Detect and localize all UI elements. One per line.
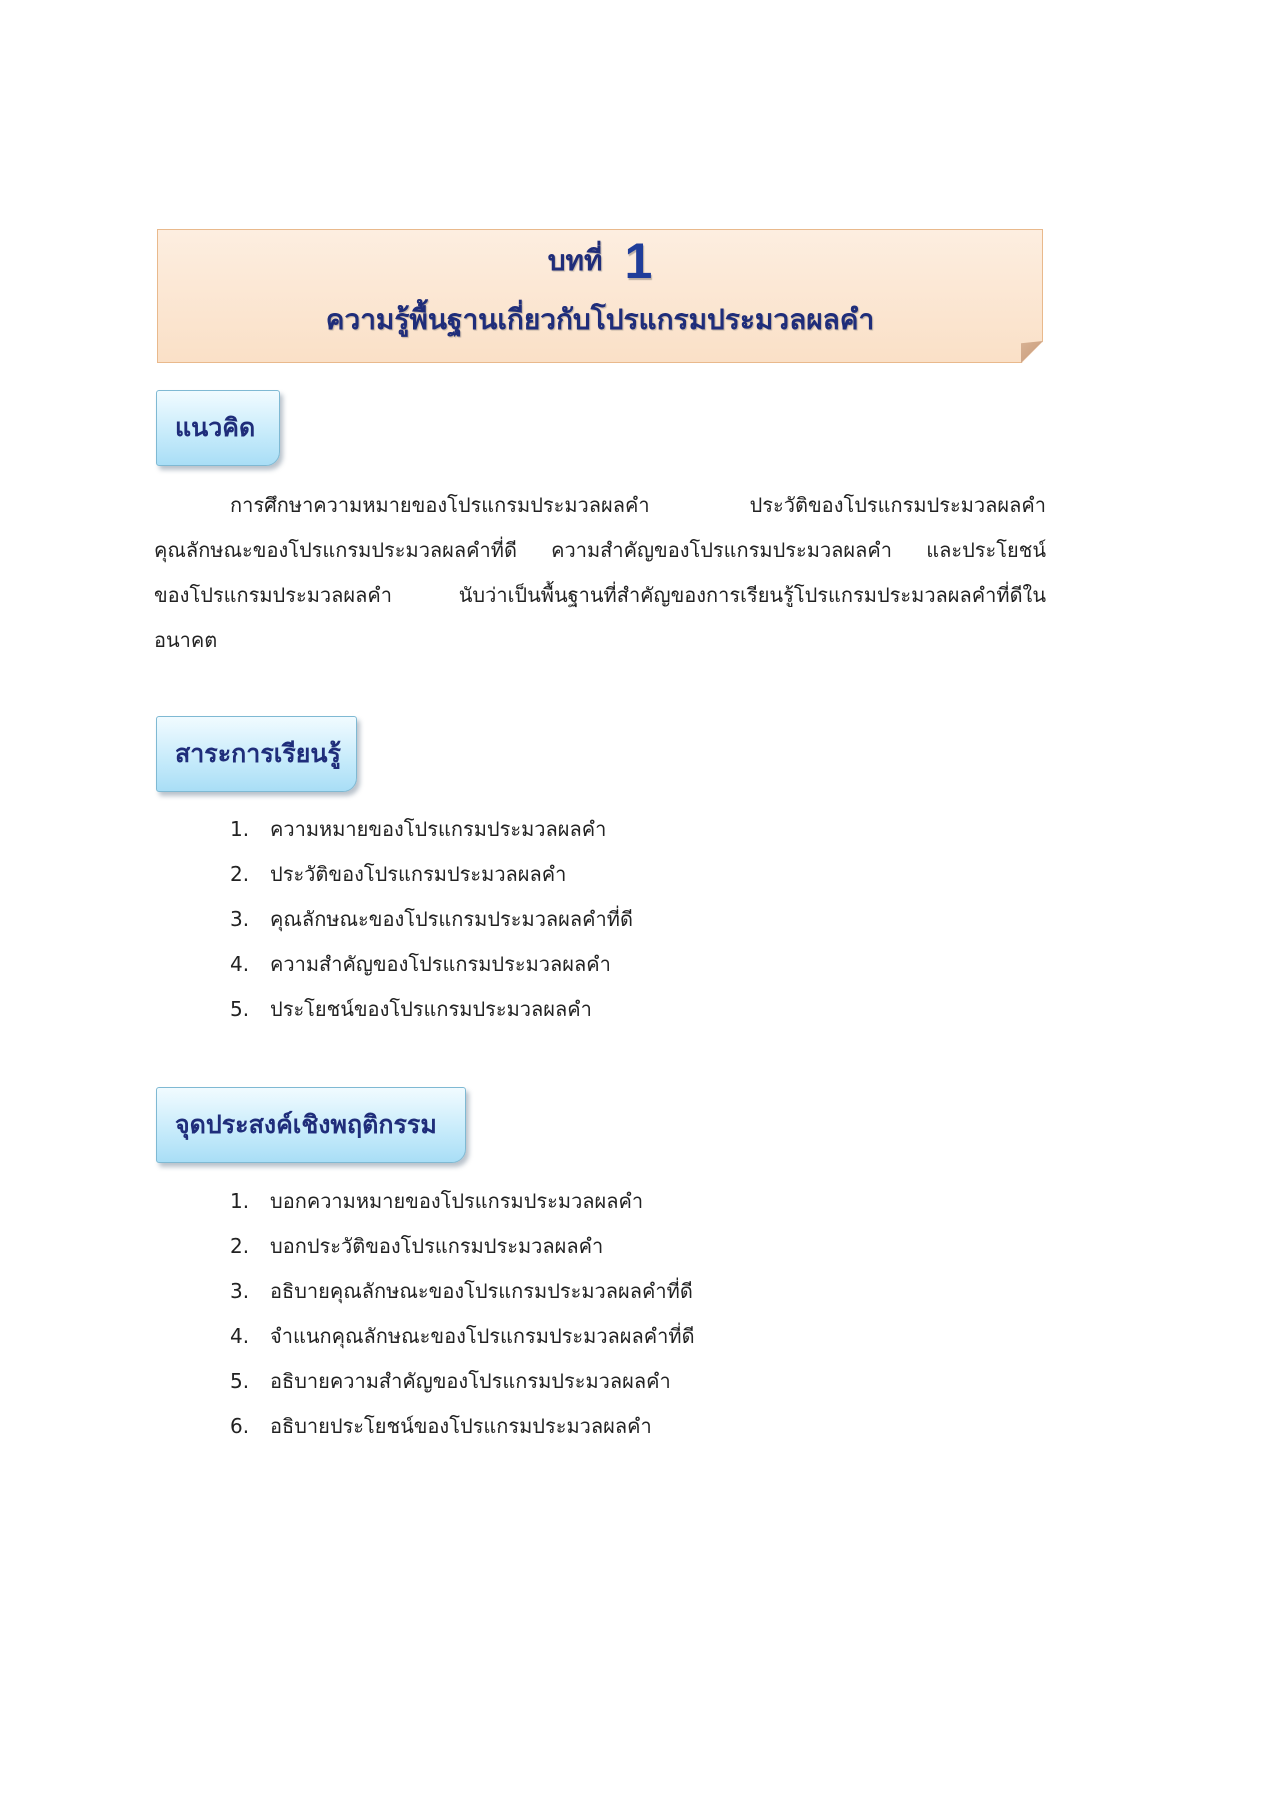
list-item [230,1314,695,1359]
list-item [230,807,633,852]
list-text: อธิบายประโยชน์ของโปรแกรมประมวลผลคำ [270,1414,652,1438]
paragraph-line: อนาคต [154,628,218,652]
list-item [230,1179,695,1224]
list-number: 1. [230,817,250,841]
list-number: 4. [230,952,250,976]
list-number: 2. [230,862,250,886]
chapter-heading [157,232,1043,290]
list-text: จำแนกคุณลักษณะของโปรแกรมประมวลผลคำที่ดี [270,1324,695,1348]
list-text: ความสำคัญของโปรแกรมประมวลผลคำ [270,952,611,976]
list-number: 2. [230,1234,250,1258]
list-number: 3. [230,1279,250,1303]
list-text: ประโยชน์ของโปรแกรมประมวลผลคำ [270,997,592,1021]
list-number: 5. [230,1369,250,1393]
list-text: บอกประวัติของโปรแกรมประมวลผลคำ [270,1234,604,1258]
paragraph-line: ของโปรแกรมประมวลผลคำ นับว่าเป็นพื้นฐานที่สำคัญของการเรียนรู้โปรแกรมประมวลผลคำที่ดีใน [154,583,1046,607]
list-number: 5. [230,997,250,1021]
list-number: 4. [230,1324,250,1348]
list-number: 6. [230,1414,250,1438]
list-number: 1. [230,1189,250,1213]
chapter-number: 1 [624,233,653,289]
chapter-title: ความรู้พื้นฐานเกี่ยวกับโปรแกรมประมวลผลคำ [325,303,875,336]
list-item [230,1404,695,1449]
list-number: 3. [230,907,250,931]
list-item [230,942,633,987]
content-list [230,807,633,1032]
list-text: คุณลักษณะของโปรแกรมประมวลผลคำที่ดี [270,907,633,931]
content-heading: สาระการเรียนรู้ [156,716,357,792]
list-item [230,1224,695,1269]
list-text: อธิบายความสำคัญของโปรแกรมประมวลผลคำ [270,1369,671,1393]
concept-heading: แนวคิด [156,390,280,466]
list-text: ความหมายของโปรแกรมประมวลผลคำ [270,817,607,841]
objectives-list [230,1179,695,1449]
paragraph-line: คุณลักษณะของโปรแกรมประมวลผลคำที่ดี ความสำคัญของโปรแกรมประมวลผลคำ และประโยชน์ [154,538,1046,562]
list-item [230,1269,695,1314]
list-text: อธิบายคุณลักษณะของโปรแกรมประมวลผลคำที่ดี [270,1279,693,1303]
list-text: บอกความหมายของโปรแกรมประมวลผลคำ [270,1189,644,1213]
list-item [230,987,633,1032]
list-text: ประวัติของโปรแกรมประมวลผลคำ [270,862,567,886]
list-item [230,1359,695,1404]
paragraph-line: การศึกษาความหมายของโปรแกรมประมวลผลคำ ประวัติของโปรแกรมประมวลผลคำ [230,493,1046,517]
chapter-label: บทที่ [547,244,603,277]
concept-paragraph [154,483,1046,663]
objectives-heading: จุดประสงค์เชิงพฤติกรรม [156,1087,466,1163]
list-item [230,897,633,942]
list-item [230,852,633,897]
